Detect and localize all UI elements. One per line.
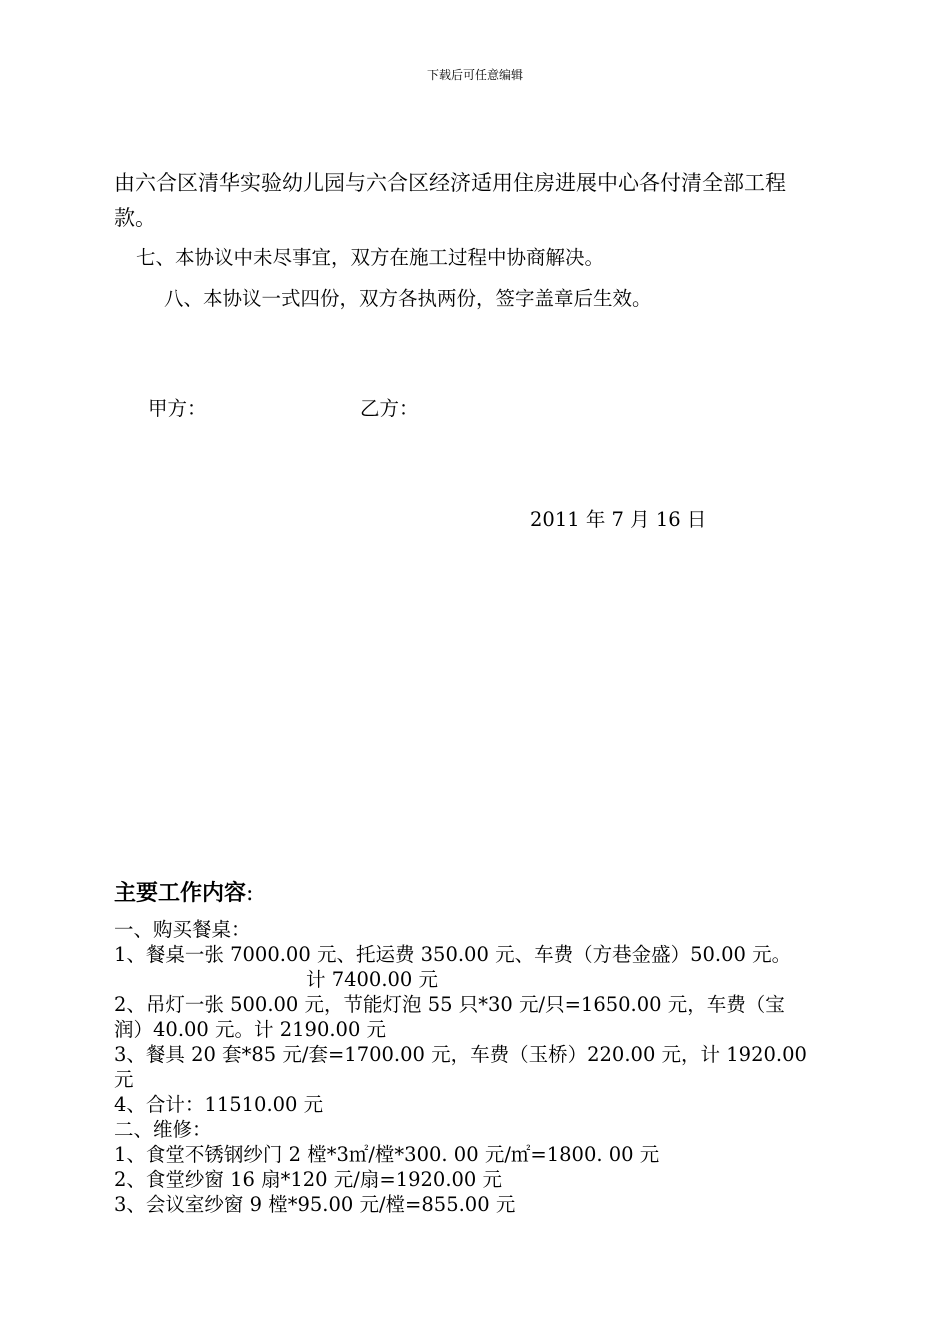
item-two-line2: 润）40.00 元。计 2190.00 元 (114, 1018, 387, 1041)
item-three-line1: 3、餐具 20 套*85 元/套=1700.00 元，车费（玉桥）220.00 元，计 1920.00 (114, 1043, 807, 1066)
clause-eight: 八、本协议一式四份，双方各执两份，签字盖章后生效。 (164, 287, 652, 310)
work-title (114, 876, 253, 907)
repair-item-two: 2、食堂纱窗 16 扇*120 元/扇=1920.00 元 (114, 1168, 503, 1191)
item-two-line1: 2、吊灯一张 500.00 元，节能灯泡 55 只*30 元/只=1650.00 元，车费（宝 (114, 993, 785, 1016)
party-a-label: 甲方： (148, 397, 207, 420)
item-one-line1: 1、餐桌一张 7000.00 元、托运费 350.00 元、车费（方巷金盛）50.00 元。 (114, 943, 792, 966)
work-title-colon: : (246, 881, 254, 906)
section-two-heading: 二、维修： (114, 1118, 212, 1141)
item-three-line2: 元 (114, 1068, 134, 1091)
paragraph-continued-line1: 由六合区清华实验幼儿园与六合区经济适用住房进展中心各付清全部工程 (114, 171, 786, 195)
item-four-total: 4、合计：11510.00 元 (114, 1093, 324, 1116)
clause-seven: 七、本协议中未尽事宜，双方在施工过程中协商解决。 (136, 246, 605, 269)
paragraph-continued-line2: 款。 (114, 206, 156, 230)
signing-date: 2011 年 7 月 16 日 (530, 508, 707, 531)
repair-item-three: 3、会议室纱窗 9 樘*95.00 元/樘=855.00 元 (114, 1193, 516, 1216)
repair-item-one: 1、食堂不锈钢纱门 2 樘*3㎡/樘*300. 00 元/㎡=1800. 00 元 (114, 1143, 660, 1166)
party-b-label: 乙方： (360, 397, 419, 420)
page-header-note: 下载后可任意编辑 (426, 68, 523, 82)
work-title-text: 主要工作内容 (114, 880, 247, 906)
item-one-line2: 计 7400.00 元 (306, 968, 439, 991)
section-one-heading: 一、购买餐桌： (114, 918, 251, 941)
